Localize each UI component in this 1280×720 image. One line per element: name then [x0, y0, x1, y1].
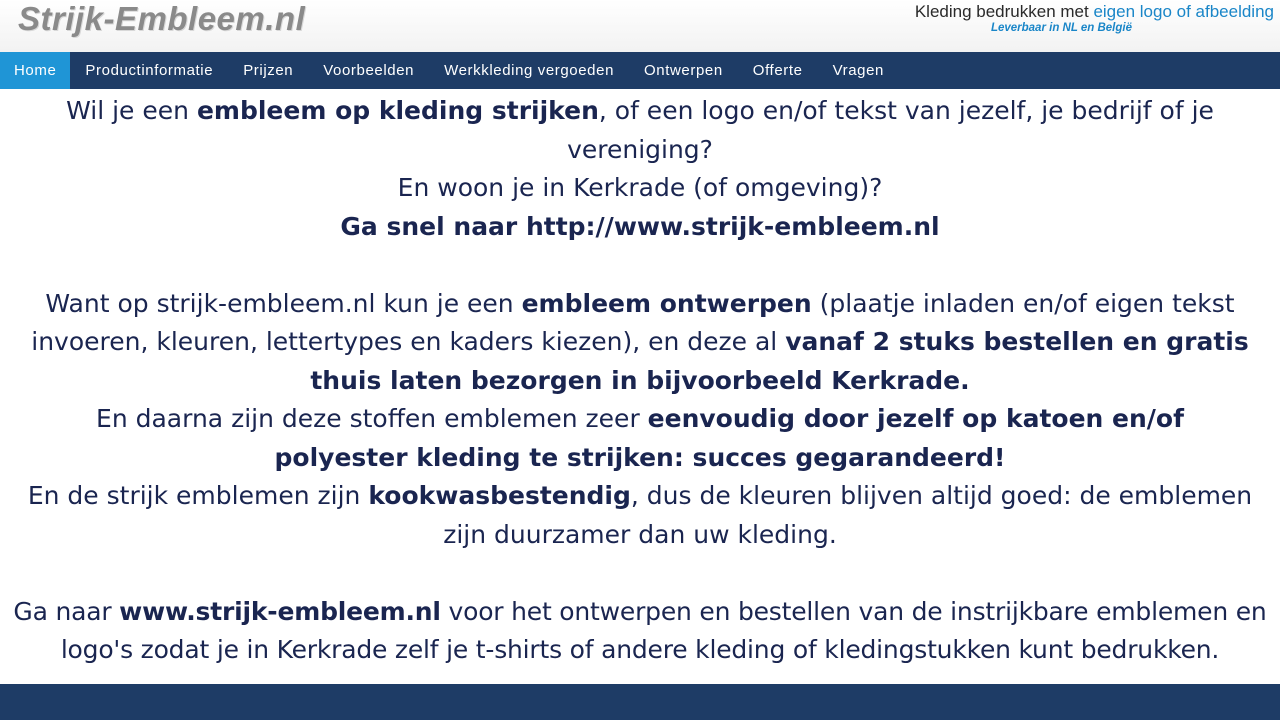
cta-link-text[interactable]: Ga snel naar http://www.strijk-embleem.nl	[340, 211, 940, 241]
nav-item-voorbeelden[interactable]: Voorbeelden	[323, 62, 415, 79]
intro-paragraph	[0, 92, 1280, 169]
header-subline: Leverbaar in NL en België	[990, 22, 1132, 34]
washable-bold: kookwasbestendig	[368, 481, 631, 510]
site-footer	[0, 684, 1280, 720]
design-paragraph	[0, 285, 1280, 401]
nav-item-home[interactable]: Home	[0, 52, 70, 89]
nav-item-offerte[interactable]: Offerte	[752, 62, 803, 79]
design-text-1: Want op strijk-embleem.nl kun je een	[45, 288, 522, 318]
site-logo[interactable]: Strijk-Embleem.nl	[18, 0, 306, 37]
tagline-prefix: Kleding bedrukken met	[914, 2, 1089, 21]
tagline-highlight: eigen logo of afbeelding	[1093, 2, 1274, 21]
washable-text-1: En de strijk emblemen zijn	[27, 481, 369, 510]
nav-item-ontwerpen[interactable]: Ontwerpen	[644, 62, 723, 79]
ironing-text: En daarna zijn deze stoffen emblemen zeer	[96, 404, 648, 433]
nav-item-prijzen[interactable]: Prijzen	[243, 62, 294, 79]
design-bold-2: vanaf 2 stuks bestellen en gratis thuis laten bezorgen in bijvoorbeeld Kerkrade.	[310, 327, 1249, 395]
closing-text-2: voor het ontwerpen en bestellen van de instrijkbare emblemen en logo's zodat je in Kerkrade zelf je t-shirts of andere kleding of kledingstukken kunt bedrukken.	[60, 596, 1267, 664]
nav-item-vragen[interactable]: Vragen	[832, 62, 884, 79]
intro-text-1: Wil je een	[66, 96, 197, 125]
ironing-paragraph	[0, 400, 1280, 477]
intro-text-2: , of een logo en/of tekst van jezelf, je bedrijf of je vereniging?	[567, 96, 1214, 164]
site-header	[0, 0, 1280, 52]
main-navigation	[0, 52, 1280, 89]
main-content	[0, 92, 1280, 670]
call-to-action	[0, 208, 1280, 247]
nav-item-productinformatie[interactable]: Productinformatie	[85, 62, 214, 79]
design-text-2: (plaatje inladen en/of eigen tekst invoeren, kleuren, lettertypes en kaders kiezen), en deze al	[31, 288, 1235, 356]
ironing-bold: eenvoudig door jezelf op katoen en/of polyester kleding te strijken: succes gegarandeerd!	[274, 404, 1184, 472]
header-tagline	[915, 2, 1274, 22]
closing-link[interactable]: www.strijk-embleem.nl	[119, 596, 441, 626]
closing-text-1: Ga naar	[13, 596, 120, 626]
nav-item-werkkleding-vergoeden[interactable]: Werkkleding vergoeden	[444, 62, 615, 79]
location-question: En woon je in Kerkrade (of omgeving)?	[397, 173, 883, 202]
closing-paragraph	[0, 593, 1280, 670]
intro-bold: embleem op kleding strijken	[196, 96, 599, 125]
design-bold-1: embleem ontwerpen	[521, 288, 812, 318]
washable-text-2: , dus de kleuren blijven altijd goed: de emblemen zijn duurzamer dan uw kleding.	[443, 481, 1253, 549]
washable-paragraph	[0, 477, 1280, 554]
